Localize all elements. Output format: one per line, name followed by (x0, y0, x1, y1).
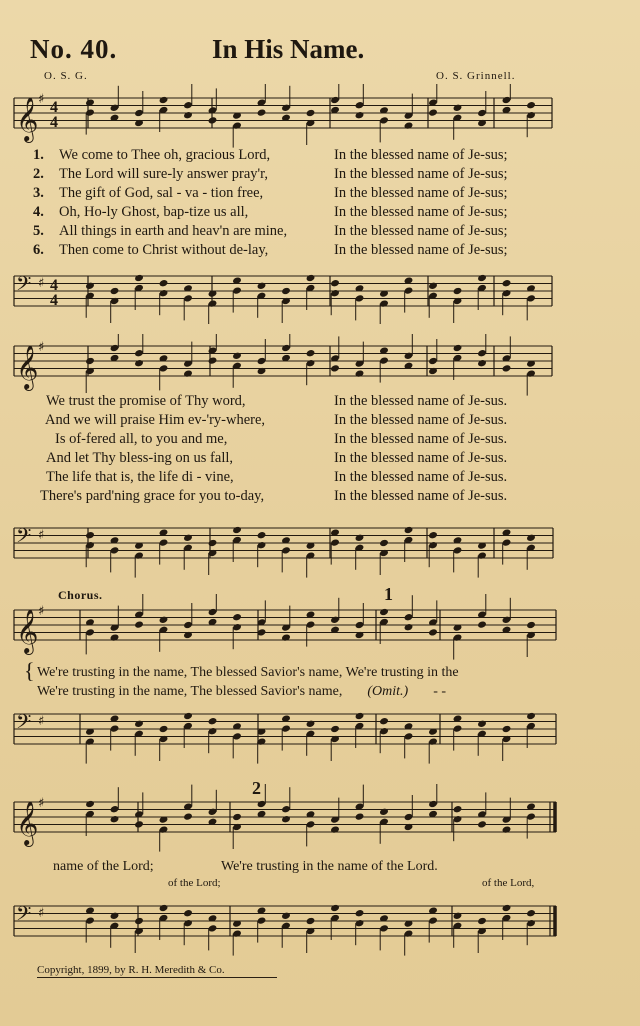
sharp-icon: ♯ (38, 528, 45, 543)
words-credit: O. S. G. (44, 70, 88, 82)
note-head (85, 531, 95, 539)
refrain-line: In the blessed name of Je-sus. (334, 469, 508, 485)
staff-final-treble (0, 784, 640, 856)
note-head (526, 621, 536, 629)
note-head (379, 608, 389, 616)
copyright-rule (37, 977, 277, 978)
time-signature-bottom: 4 (50, 292, 58, 309)
treble-clef-icon: 𝄞 (16, 801, 39, 845)
refrain-block-1 (334, 146, 508, 260)
note-head (183, 369, 193, 377)
note-head (502, 904, 512, 912)
note-head (428, 108, 438, 116)
note-head (306, 109, 316, 117)
treble-clef-icon: 𝄞 (16, 609, 39, 653)
note-head (502, 825, 512, 833)
note-head (526, 534, 536, 542)
note-head (330, 825, 340, 833)
note-head (355, 909, 365, 917)
time-signature-top: 4 (50, 99, 58, 116)
verse-line: And we will praise Him ev-'ry-where, (45, 412, 266, 428)
note-head (134, 917, 144, 925)
note-head (257, 108, 267, 116)
note-head (477, 359, 487, 367)
refrain-line: In the blessed name of Je-sus; (334, 242, 508, 258)
note-head (159, 616, 169, 624)
note-head (330, 279, 340, 287)
sharp-icon: ♯ (38, 340, 45, 355)
note-head (355, 369, 365, 377)
verse-block-line1 (33, 146, 287, 260)
note-head (85, 282, 95, 290)
note-head (208, 539, 218, 547)
staff-chorus-bass (0, 700, 640, 766)
sharp-icon: ♯ (38, 604, 45, 619)
refrain-line: In the blessed name of Je-sus; (334, 204, 508, 220)
bass-words-2: of the Lord, (482, 877, 535, 889)
note-head (159, 96, 169, 104)
second-ending-number: 2 (252, 778, 261, 798)
note-head (110, 815, 120, 823)
note-head (257, 531, 267, 539)
verse-line: Is of-fered all, to you and me, (55, 431, 228, 447)
note-head (404, 526, 414, 534)
note-head (306, 720, 316, 728)
note-head (379, 539, 389, 547)
note-head (477, 274, 487, 282)
note-head (85, 800, 95, 808)
bass-clef-icon: 𝄢 (16, 902, 32, 930)
note-head (355, 812, 365, 820)
note-head (404, 623, 414, 631)
refrain-line: In the blessed name of Je-sus. (334, 393, 508, 409)
verse-line: And let Thy bless-ing on us fall, (46, 450, 234, 466)
note-head (477, 720, 487, 728)
note-head (526, 909, 536, 917)
note-head (526, 712, 536, 720)
staff-system2-treble (0, 334, 640, 396)
refrain-line: In the blessed name of Je-sus; (334, 147, 508, 163)
final-lyric-b: We're trusting in the name of the Lord. (221, 859, 438, 874)
note-head (453, 287, 463, 295)
staff-chorus-treble (0, 594, 640, 660)
bass-clef-icon: 𝄢 (16, 710, 32, 738)
note-head (232, 613, 242, 621)
note-head (502, 725, 512, 733)
note-head (159, 904, 169, 912)
final-lyric-a: name of the Lord; (53, 859, 154, 874)
note-head (502, 279, 512, 287)
note-head (477, 620, 487, 628)
note-head (232, 813, 242, 821)
bass-clef-icon: 𝄢 (16, 524, 32, 552)
note-head (159, 725, 169, 733)
chorus-label: Chorus. (58, 588, 103, 602)
note-head (306, 274, 316, 282)
staff-system1-bass (0, 262, 640, 324)
time-signature-bottom: 4 (50, 114, 58, 131)
note-head (330, 364, 340, 372)
note-head (183, 812, 193, 820)
chorus-line-1: We're trusting in the name, The blessed Savior's name, We're trusting in the (37, 665, 459, 680)
note-head (110, 287, 120, 295)
note-head (208, 116, 218, 124)
staff-final-bass (0, 890, 640, 962)
refrain-line: In the blessed name of Je-sus. (334, 488, 508, 504)
note-head (453, 912, 463, 920)
note-head (208, 717, 218, 725)
time-signature-top: 4 (50, 277, 58, 294)
refrain-line: In the blessed name of Je-sus; (334, 166, 508, 182)
note-head (281, 287, 291, 295)
verse-line: There's pard'ning grace for you to-day, (40, 488, 265, 504)
treble-clef-icon: 𝄞 (16, 97, 39, 141)
refrain-line: In the blessed name of Je-sus. (334, 450, 508, 466)
note-head (183, 712, 193, 720)
note-head (110, 633, 120, 641)
sharp-icon: ♯ (38, 276, 45, 291)
copyright-notice: Copyright, 1899, by R. H. Meredith & Co. (37, 964, 225, 976)
bass-clef-icon: 𝄢 (16, 272, 32, 300)
note-head (453, 344, 463, 352)
refrain-line: In the blessed name of Je-sus. (334, 412, 508, 428)
note-head (330, 904, 340, 912)
verse-line: 1. We come to Thee oh, gracious Lord, (33, 147, 271, 163)
verse-line: 4. Oh, Ho-ly Ghost, bap-tize us all, (33, 204, 249, 220)
verse-line: The life that is, the life di - vine, (46, 469, 234, 485)
note-head (110, 912, 120, 920)
omit-dashes: - - (433, 684, 447, 699)
note-head (208, 356, 218, 364)
sharp-icon: ♯ (38, 92, 45, 107)
refrain-block-2 (334, 392, 507, 506)
verse-block-line2 (40, 392, 265, 506)
note-head (134, 274, 144, 282)
note-head (183, 909, 193, 917)
chorus-line-2-text: We're trusting in the name, The blessed Savior's name, (37, 684, 343, 699)
note-head (281, 633, 291, 641)
note-head (232, 526, 242, 534)
refrain-line: In the blessed name of Je-sus; (334, 223, 508, 239)
note-head (477, 820, 487, 828)
note-head (134, 620, 144, 628)
note-head (428, 628, 438, 636)
first-ending-number: 1 (384, 584, 393, 604)
sharp-icon: ♯ (38, 714, 45, 729)
note-head (232, 352, 242, 360)
note-head (281, 815, 291, 823)
staff-system2-bass (0, 512, 640, 580)
music-credit: O. S. Grinnell. (436, 70, 516, 82)
chorus-line-2 (37, 682, 446, 701)
note-head (453, 805, 463, 813)
note-head (453, 104, 463, 112)
verse-line: 6. Then come to Christ without de-lay, (33, 242, 269, 258)
note-head (379, 808, 389, 816)
note-head (379, 717, 389, 725)
brace: { (24, 658, 35, 683)
note-head (183, 111, 193, 119)
note-head (134, 820, 144, 828)
note-head (134, 720, 144, 728)
note-head (355, 534, 365, 542)
verse-line: 2. The Lord will sure-ly answer pray'r, (33, 166, 268, 182)
hymn-number: No. 40. (30, 34, 118, 64)
bass-words-1: of the Lord; (168, 877, 221, 889)
verse-line: We trust the promise of Thy word, (46, 393, 246, 409)
note-head (477, 917, 487, 925)
staff-system1-treble (0, 84, 640, 150)
note-head (404, 121, 414, 129)
note-head (526, 101, 536, 109)
note-head (428, 282, 438, 290)
refrain-line: In the blessed name of Je-sus; (334, 185, 508, 201)
note-head (183, 534, 193, 542)
note-head (502, 364, 512, 372)
note-head (428, 531, 438, 539)
verse-line: 5. All things in earth and heav'n are mine, (33, 223, 288, 239)
sharp-icon: ♯ (38, 906, 45, 921)
note-head (355, 111, 365, 119)
omit-mark: (Omit.) (367, 684, 409, 699)
treble-clef-icon: 𝄞 (16, 345, 39, 389)
verse-line: 3. The gift of God, sal - va - tion free, (33, 185, 264, 201)
note-head (355, 712, 365, 720)
note-head (85, 357, 95, 365)
note-head (134, 359, 144, 367)
note-head (306, 917, 316, 925)
sharp-icon: ♯ (38, 796, 45, 811)
note-head (330, 725, 340, 733)
note-head (257, 282, 267, 290)
note-head (281, 912, 291, 920)
hymn-title: In His Name. (212, 34, 365, 64)
note-head (306, 349, 316, 357)
note-head (159, 279, 169, 287)
refrain-line: In the blessed name of Je-sus. (334, 431, 508, 447)
